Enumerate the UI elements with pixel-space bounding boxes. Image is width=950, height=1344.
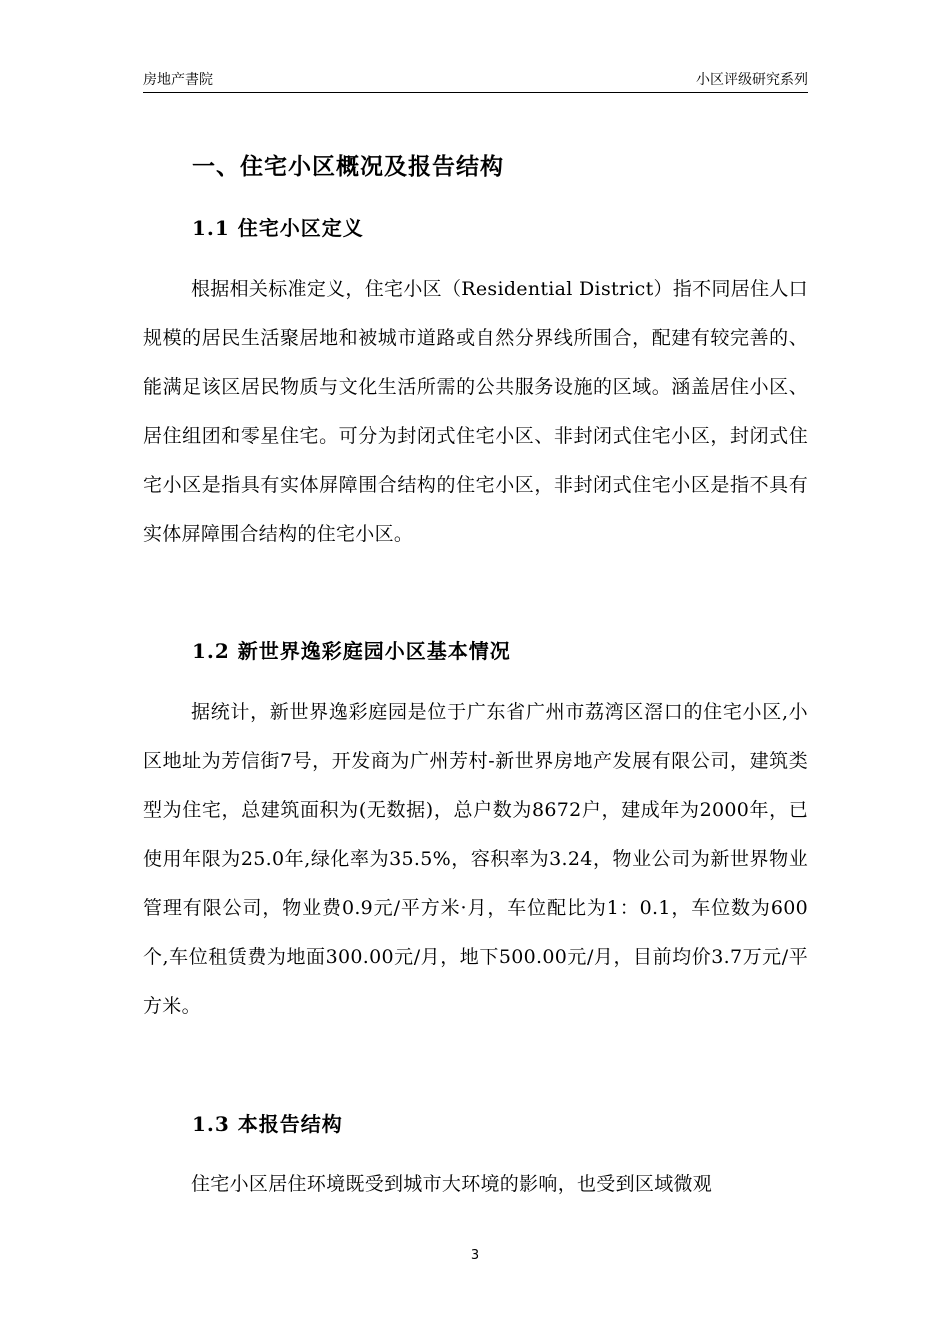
- subsection-title-1-3: 1.3 本报告结构: [192, 1112, 343, 1136]
- subsection-title-1-1: 1.1 住宅小区定义: [192, 216, 364, 240]
- page-number: 3: [470, 1248, 480, 1263]
- header-publisher: 房地产書院: [143, 72, 213, 88]
- subsection-title-1-2: 1.2 新世界逸彩庭园小区基本情况: [192, 639, 511, 663]
- paragraph-basic-info: 据统计，新世界逸彩庭园是位于广东省广州市荔湾区滘口的住宅小区,小区地址为芳信街7号，开发商为广州芳村-新世界房地产发展有限公司，建筑类型为住宅，总建筑面积为(无数据)，总户数为8672户，建成年为2000年，已使用年限为25.0年,绿化率为35.5%，容积率为3.24，物业公司为新世界物业管理有限公司，物业费0.9元/平方米·月，车位配比为1：0.1，车位数为600个,车位租赁费为地面300.00元/月，地下500.00元/月，目前均价3.7万元/平方米。: [143, 701, 808, 1017]
- section-title: 一、住宅小区概况及报告结构: [192, 153, 504, 180]
- header-series: 小区评级研究系列: [696, 72, 808, 88]
- paragraph-report-structure: 住宅小区居住环境既受到城市大环境的影响，也受到区域微观: [191, 1173, 713, 1195]
- page-header: [143, 66, 808, 93]
- paragraph-definition: 根据相关标准定义，住宅小区（Residential District）指不同居住人口规模的居民生活聚居地和被城市道路或自然分界线所围合，配建有较完善的、能满足该区居民物质与文化生活所需的公共服务设施的区域。涵盖居住小区、居住组团和零星住宅。可分为封闭式住宅小区、非封闭式住宅小区，封闭式住宅小区是指具有实体屏障围合结构的住宅小区，非封闭式住宅小区是指不具有实体屏障围合结构的住宅小区。: [143, 278, 808, 545]
